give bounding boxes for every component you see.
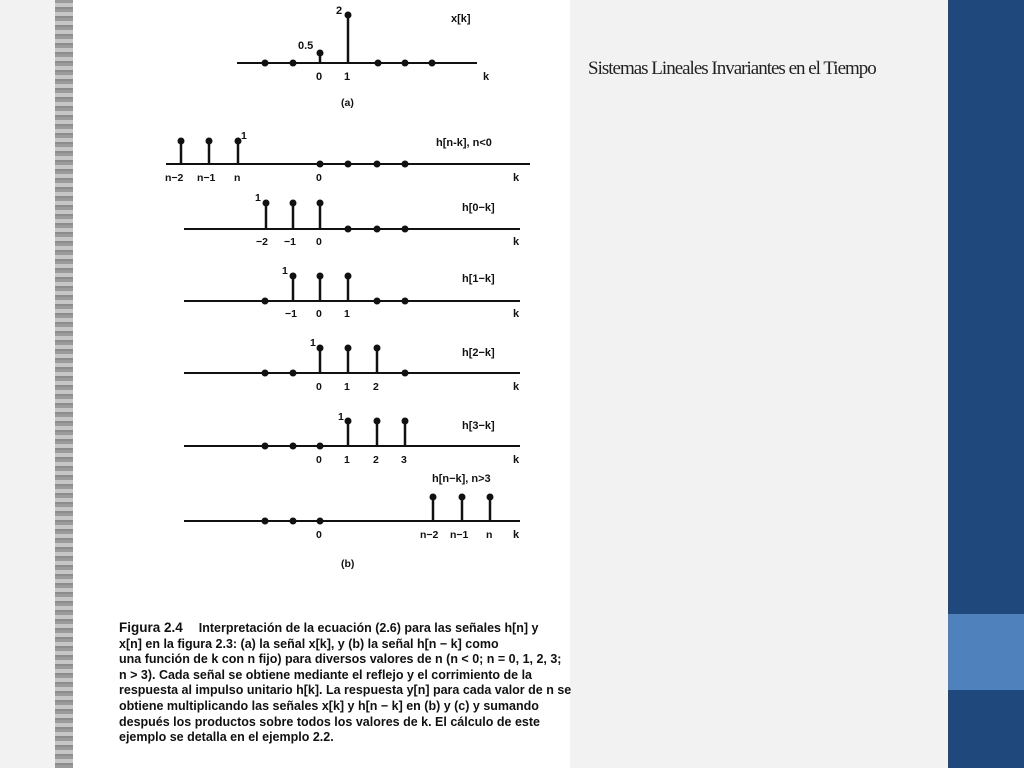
tick-label: 3 xyxy=(401,454,407,466)
sample-dot xyxy=(429,60,436,67)
row-h-0 xyxy=(184,192,520,248)
axis-k-label: k xyxy=(513,381,520,393)
tick-label: 1 xyxy=(344,71,351,83)
axis-k-label: k xyxy=(513,236,520,248)
tick-label: 1 xyxy=(344,381,350,393)
stem-tip xyxy=(317,345,324,352)
caption-line: después los productos sobre todos los valores de k. El cálculo de este xyxy=(119,714,540,729)
figure-caption xyxy=(119,620,572,746)
tick-label: n−1 xyxy=(450,529,469,541)
stem-tip xyxy=(290,273,297,280)
caption-line: n > 3). Cada señal se obtiene mediante el reflejo y el corrimiento de la xyxy=(119,667,532,682)
panel-label: (a) xyxy=(341,97,354,109)
sample-dot xyxy=(262,370,269,377)
sample-dot xyxy=(374,161,381,168)
tick-label: 0 xyxy=(316,172,322,184)
tick-label: −1 xyxy=(285,308,297,320)
axis-k-label: k xyxy=(483,71,490,83)
tick-label: 0 xyxy=(316,236,322,248)
caption-text: Interpretación de la ecuación (2.6) para las señales h[n] y xyxy=(198,621,539,635)
peak-label: 1 xyxy=(338,411,344,423)
sample-dot xyxy=(402,370,409,377)
tick-label: 1 xyxy=(344,308,350,320)
tick-label: −1 xyxy=(284,236,296,248)
stem-tip xyxy=(374,418,381,425)
value-label: 2 xyxy=(336,5,343,17)
tick-label: n−2 xyxy=(165,172,184,184)
sample-dot xyxy=(402,161,409,168)
tick-label: 0 xyxy=(316,454,322,466)
sample-dot xyxy=(262,518,269,525)
caption-line: obtiene multiplicando las señales x[k] y h[n − k] en (b) y (c) y sumando xyxy=(119,698,539,713)
axis-k-label: k xyxy=(513,454,520,466)
tick-label: −2 xyxy=(256,236,268,248)
sample-dot xyxy=(290,370,297,377)
panel-a xyxy=(237,5,490,109)
stem-tip xyxy=(317,273,324,280)
sample-dot xyxy=(375,60,382,67)
caption-line: respuesta al impulso unitario h[k]. La respuesta y[n] para cada valor de n se xyxy=(119,683,572,698)
caption-line xyxy=(119,620,564,637)
stem-tip xyxy=(345,345,352,352)
sample-dot xyxy=(262,298,269,305)
stem-tip xyxy=(206,138,213,145)
tick-label: 0 xyxy=(316,71,323,83)
stem-tip xyxy=(317,200,324,207)
stem-tip xyxy=(178,138,185,145)
caption-line: x[n] en la figura 2.3: (a) la señal x[k], y (b) la señal h[n − k] como xyxy=(119,636,499,651)
stem-tip xyxy=(402,418,409,425)
peak-label: 1 xyxy=(282,265,288,277)
slide-side-accent xyxy=(948,614,1024,690)
signal-name: h[3−k] xyxy=(462,420,495,432)
stem-tip xyxy=(345,273,352,280)
tick-label: 0 xyxy=(316,381,322,393)
sample-dot xyxy=(290,60,297,67)
tick-label: n−2 xyxy=(420,529,439,541)
signal-name: h[0−k] xyxy=(462,202,495,214)
stem-tip xyxy=(459,494,466,501)
caption-heading: Figura 2.4 xyxy=(119,620,183,635)
caption-line: ejemplo se detalla en el ejemplo 2.2. xyxy=(119,730,334,745)
value-label: 0.5 xyxy=(298,40,314,52)
sample-dot xyxy=(345,226,352,233)
axis-k-label: k xyxy=(513,308,520,320)
stem-tip xyxy=(487,494,494,501)
sample-dot xyxy=(290,518,297,525)
axis-k-label: k xyxy=(513,529,520,541)
sample-dot xyxy=(317,518,324,525)
tick-label: 2 xyxy=(373,454,379,466)
tick-label: n−1 xyxy=(197,172,216,184)
sample-dot xyxy=(374,298,381,305)
sample-dot xyxy=(345,161,352,168)
stem-tip xyxy=(263,200,270,207)
row-h-3 xyxy=(184,411,520,466)
sample-dot xyxy=(402,226,409,233)
signal-name: h[n−k], n>3 xyxy=(432,473,491,485)
tick-label: 0 xyxy=(316,529,322,541)
tick-label: n xyxy=(486,529,493,541)
sample-dot xyxy=(374,226,381,233)
signal-name: h[n-k], n<0 xyxy=(436,137,492,149)
axis-k-label: k xyxy=(513,172,520,184)
sample-dot xyxy=(317,161,324,168)
sample-dot xyxy=(262,443,269,450)
stem-tip xyxy=(374,345,381,352)
signal-name: h[1−k] xyxy=(462,273,495,285)
stem-tip xyxy=(290,200,297,207)
signal-name: h[2−k] xyxy=(462,347,495,359)
slide-title: Sistemas Lineales Invariantes en el Tiempo xyxy=(588,58,876,79)
sample-dot xyxy=(402,298,409,305)
signal-name: x[k] xyxy=(451,13,471,25)
stem-tip xyxy=(430,494,437,501)
row-h-2 xyxy=(184,337,520,393)
stem-tip xyxy=(345,418,352,425)
peak-label: 1 xyxy=(255,192,261,204)
row-h-1 xyxy=(184,265,520,320)
peak-label: 1 xyxy=(310,337,316,349)
tick-label: 2 xyxy=(373,381,379,393)
row-h-n-negative xyxy=(165,130,530,184)
tick-label: n xyxy=(234,172,241,184)
sample-dot xyxy=(262,60,269,67)
stem-tip xyxy=(317,50,324,57)
stem-tip xyxy=(345,12,352,19)
row-h-n-positive xyxy=(184,473,520,570)
sample-dot xyxy=(402,60,409,67)
sample-dot xyxy=(290,443,297,450)
sample-dot xyxy=(317,443,324,450)
panel-label: (b) xyxy=(341,558,355,570)
tick-label: 0 xyxy=(316,308,322,320)
peak-label: 1 xyxy=(241,130,247,142)
caption-line: una función de k con n fijo) para diversos valores de n (n < 0; n = 0, 1, 2, 3; xyxy=(119,652,562,667)
tick-label: 1 xyxy=(344,454,350,466)
